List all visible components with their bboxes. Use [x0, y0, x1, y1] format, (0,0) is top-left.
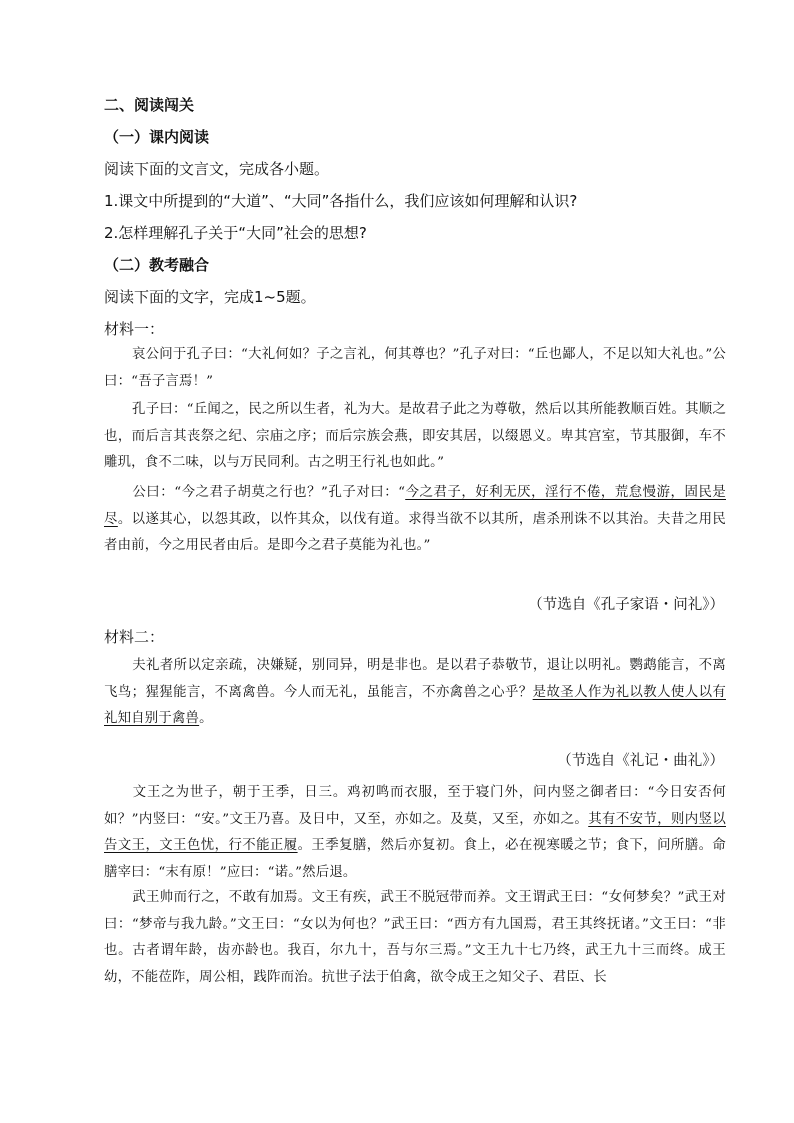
material-1-source: （节选自《孔子家语・问礼》） — [528, 597, 724, 613]
underlined-sentence-2: 是故圣人作为礼以教人使人以有礼知自别于禽兽 — [104, 684, 726, 726]
underlined-sentence-1: 今之君子，好利无厌，淫行不倦，荒怠慢游，固民是尽 — [104, 485, 726, 527]
material-3-paragraph-2: 武王帅而行之，不敢有加焉。文王有疾，武王不脱冠带而养。文王谓武王曰：“女何梦矣？”武王对曰：“梦帝与我九龄。”文王曰：“女以为何也？”武王曰：“西方有九国焉，君王其终抚诸。”文王曰：“非也。古者谓年龄，齿亦龄也。我百，尔九十，吾与尔三焉。”文王九十七乃终，武王九十三而终。成王幼，不能莅阼，周公相，践阼而治。抗世子法于伯禽，欲令成王之知父子、君臣、长 — [104, 890, 726, 985]
section-title: 二、阅读闯关 — [104, 96, 195, 114]
subsection-title-1: （一）课内阅读 — [104, 128, 210, 146]
subsection-title-2: （二）教考融合 — [104, 256, 210, 274]
material-2-label: 材料二： — [104, 628, 165, 646]
instruction-1: 阅读下面的文言文，完成各小题。 — [104, 160, 330, 178]
underlined-sentence-3: 其有不安节，则内竖以告文王，文王色忧，行不能正履 — [104, 811, 726, 853]
material-2-paragraph-1: 夫礼者所以定亲疏，决嫌疑，别同异，明是非也。是以君子恭敬节，退让以明礼。鹦鹉能言，不离飞鸟；猩猩能言，不离禽兽。今人而无礼，虽能言，不亦禽兽之心乎？是故圣人作为礼以教人使人以有礼知自别于禽兽。 — [104, 658, 726, 726]
question-1: 1.课文中所提到的“大道”、“大同”各指什么，我们应该如何理解和认识? — [104, 192, 578, 210]
material-1-paragraph-2: 孔子曰：“丘闻之，民之所以生者，礼为大。是故君子此之为尊敬，然后以其所能教顺百姓。其顺之也，而后言其丧祭之纪、宗庙之序；而后宗族会燕，即安其居，以缀恩义。卑其宫室，节其服御，车不雕玑，食不二味，以与万民同利。古之明王行礼也如此。” — [104, 402, 726, 470]
material-3-paragraph-1: 文王之为世子，朝于王季，日三。鸡初鸣而衣服，至于寝门外，问内竖之御者曰：“今日安否何如？”内竖曰：“安。”文王乃喜。及日中，又至，亦如之。及莫，又至，亦如之。其有不安节，则内竖以告文王，文王色忧，行不能正履。王季复膳，然后亦复初。食上，必在视寒暖之节；食下，问所膳。命膳宰曰：“末有原！”应曰：“诺。”然后退。 — [104, 785, 726, 880]
material-1-paragraph-3: 公曰：“今之君子胡莫之行也？”孔子对曰：“今之君子，好利无厌，淫行不倦，荒怠慢游，固民是尽。以遂其心，以怨其政，以忤其众，以伐有道。求得当欲不以其所，虐杀刑诛不以其治。夫昔之用民者由前，今之用民者由后。是即今之君子莫能为礼也。” — [104, 485, 726, 553]
material-1-paragraph-1: 哀公问于孔子曰：“大礼何如？子之言礼，何其尊也？”孔子对曰：“丘也鄙人，不足以知大礼也。”公曰：“吾子言焉！” — [104, 347, 726, 389]
material-2-source: （节选自《礼记・曲礼》） — [557, 753, 724, 769]
question-2: 2.怎样理解孔子关于“大同”社会的思想? — [104, 224, 367, 242]
material-1-label: 材料一： — [104, 320, 165, 338]
instruction-2: 阅读下面的文字，完成1~5题。 — [104, 288, 316, 306]
